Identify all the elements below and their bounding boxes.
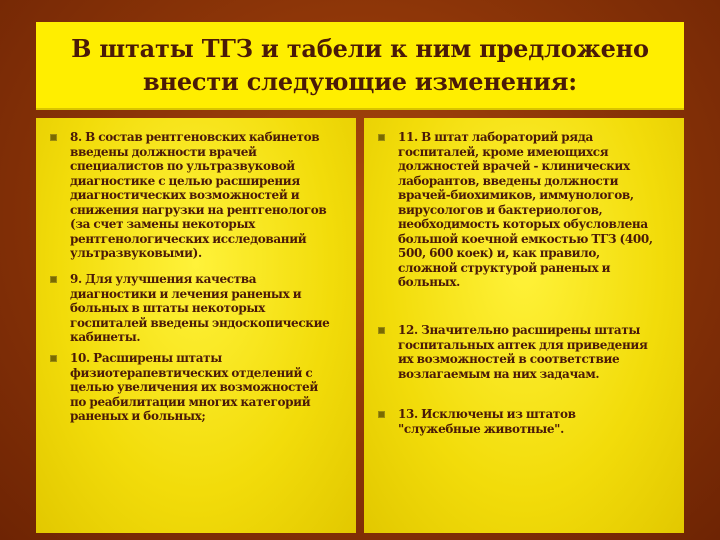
list-item-text: 12. Значительно расширены штаты госпитальных аптек для приведения их возможностей в соответствие возлагаемым на них задачам. xyxy=(398,323,648,381)
square-bullet-icon xyxy=(378,411,385,418)
list-item-11 xyxy=(364,130,684,290)
square-bullet-icon xyxy=(50,134,57,141)
left-column xyxy=(36,118,356,533)
list-item-10 xyxy=(36,351,356,424)
title-line-1: В штаты ТГЗ и табели к ним предложено xyxy=(71,34,649,63)
square-bullet-icon xyxy=(378,327,385,334)
list-item-text: 13. Исключены из штатов "служебные животные". xyxy=(398,407,576,436)
square-bullet-icon xyxy=(50,355,57,362)
list-item-text: 11. В штат лабораторий ряда госпиталей, кроме имеющихся должностей врачей - клинических лаборантов, введены должности врачей-биохимиков, иммунологов, вирусологов и бактериологов, необходимость которых обусловлена большой коечной емкостью ТГЗ (400, 500, 600 коек) и, как правило, сложной структурой раненых и больных. xyxy=(398,130,653,289)
list-item-9 xyxy=(36,272,356,345)
list-item-text: 10. Расширены штаты физиотерапевтических отделений с целью увеличения их возможностей по реабилитации многих категорий раненых и больных; xyxy=(70,351,318,423)
list-item-text: 8. В состав рентгеновских кабинетов введены должности врачей специалистов по ультразвуковой диагностике с целью расширения диагностических возможностей и снижения нагрузки на рентгенологов (за счет замены некоторых рентгенологических исследований ультразвуковыми). xyxy=(70,130,327,260)
list-item-13 xyxy=(364,407,684,436)
square-bullet-icon xyxy=(50,276,57,283)
list-item-8 xyxy=(36,130,356,261)
square-bullet-icon xyxy=(378,134,385,141)
title-box xyxy=(36,22,684,110)
right-column xyxy=(364,118,684,533)
list-item-12 xyxy=(364,323,684,381)
list-item-text: 9. Для улучшения качества диагностики и лечения раненых и больных в штаты некоторых госпиталей введены эндоскопические кабинеты. xyxy=(70,272,330,344)
title-line-2: внести следующие изменения: xyxy=(143,67,577,96)
